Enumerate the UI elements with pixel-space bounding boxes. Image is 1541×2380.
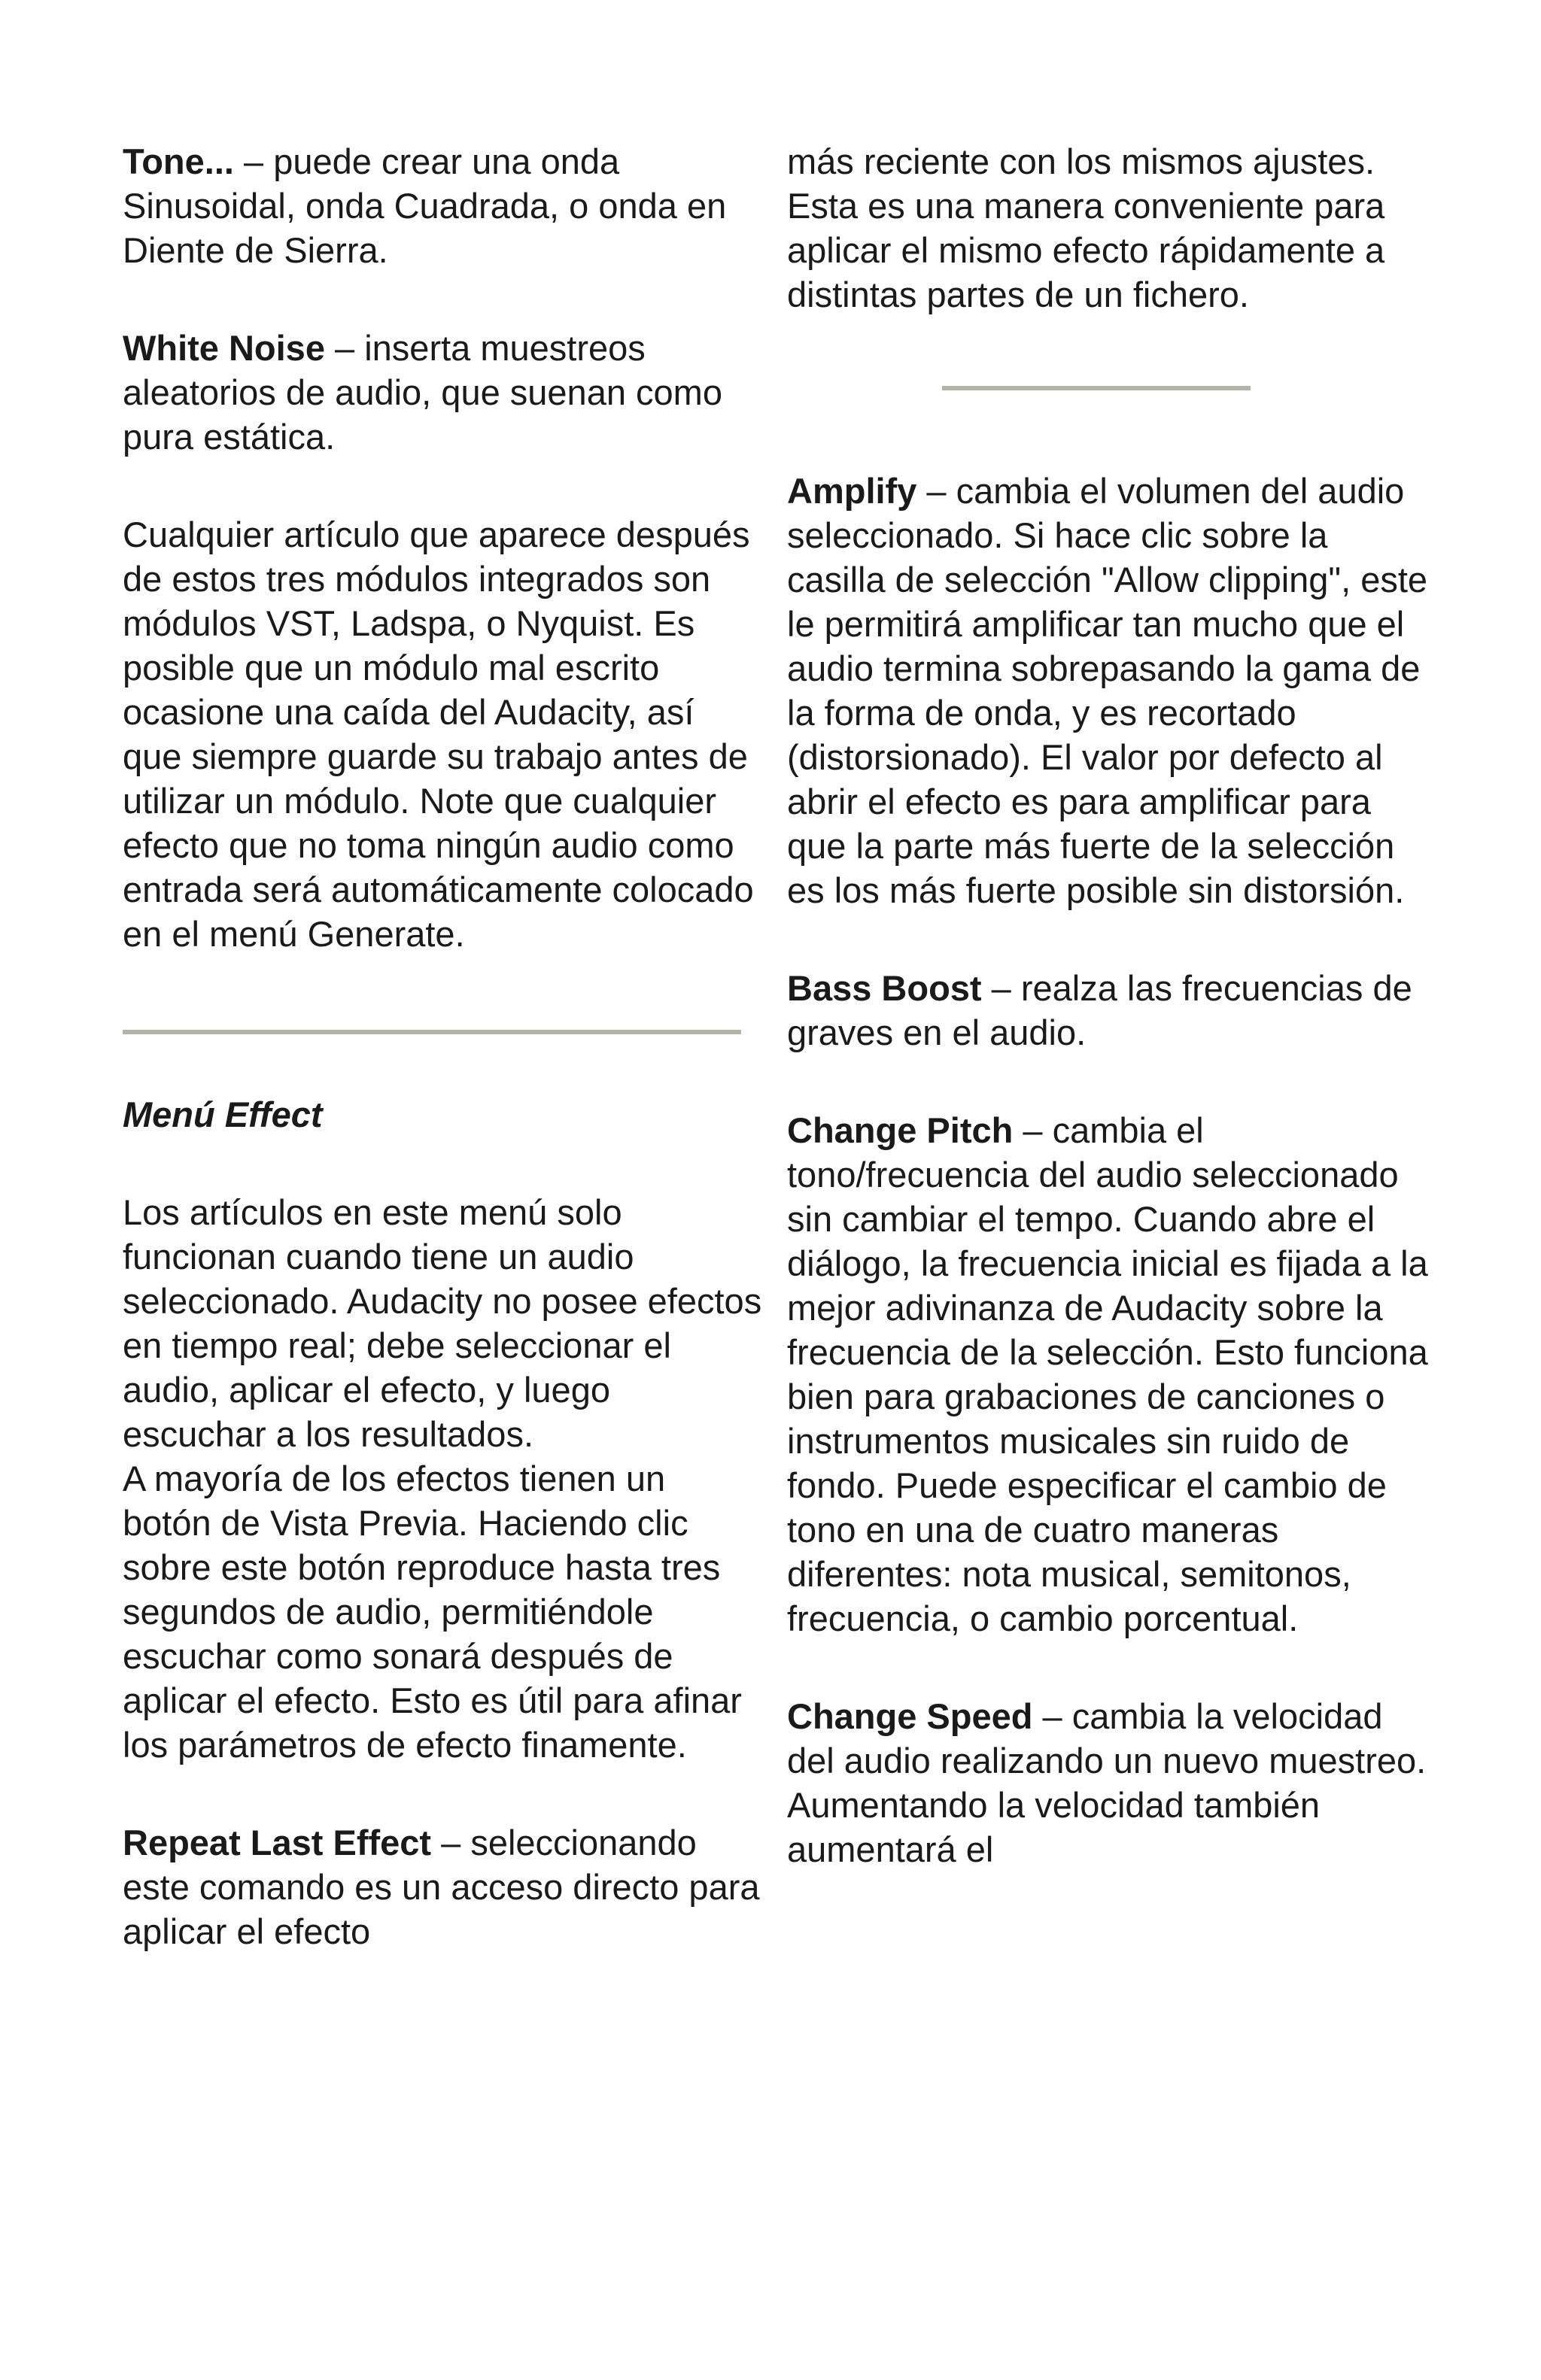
change-pitch-description: – cambia el tono/frecuencia del audio seleccionado sin cambiar el tempo. Cuando abre el diálogo, la frecuencia inicial es fijada a la mejor adivinanza de Audacity sobre la frecuencia de la selección. Esto funciona bien para grabaciones de canciones o instrumentos musicales sin ruido de fondo. Puede especificar el cambio de tono en una de cuatro maneras diferentes: nota musical, semitonos, frecuencia, o cambio porcentual. — [787, 1110, 1428, 1638]
effect-preview-paragraph: A mayoría de los efectos tienen un botón de Vista Previa. Haciendo clic sobre este botón reproduce hasta tres segundos de audio, permitiéndole escuchar como sonará después de aplicar el efecto. Esto es útil para afinar los parámetros de efecto finamente. — [123, 1459, 742, 1765]
effect-intro-paragraph: Los artículos en este menú solo funcionan cuando tiene un audio seleccionado. Audacity no posee efectos en tiempo real; debe seleccionar el audio, aplicar el efecto, y luego escuchar a los resultados. — [123, 1192, 762, 1454]
right-column — [787, 139, 1434, 1872]
effect-menu-heading: Menú Effect — [123, 1094, 323, 1134]
change-speed-term: Change Speed — [787, 1696, 1033, 1736]
section-divider — [942, 386, 1251, 390]
amplify-description: – cambia el volumen del audio seleccionado. Si hace clic sobre la casilla de selección "Allow clipping", este le permitirá amplificar tan mucho que el audio termina sobrepasando la gama de la forma de onda, y es recortado (distorsionado). El valor por defecto al abrir el efecto es para amplificar para que la parte más fuerte de la selección es los más fuerte posible sin distorsión. — [787, 471, 1428, 910]
amplify-term: Amplify — [787, 471, 917, 511]
repeat-last-effect-continued: más reciente con los mismos ajustes. Esta es una manera conveniente para aplicar el mismo efecto rápidamente a distintas partes de un fichero. — [787, 141, 1385, 314]
change-speed-description: – cambia la velocidad del audio realizando un nuevo muestreo. Aumentando la velocidad también aumentará el — [787, 1696, 1427, 1869]
section-divider — [123, 1030, 741, 1034]
amplify-paragraph — [787, 469, 1434, 912]
repeat-last-effect-term: Repeat Last Effect — [123, 1823, 432, 1862]
plugins-note-paragraph: Cualquier artículo que aparece después de estos tres módulos integrados son módulos VST, Ladspa, o Nyquist. Es posible que un módulo mal escrito ocasione una caída del Audacity, así que siempre guarde su trabajo antes de utilizar un módulo. Note que cualquier efecto que no toma ningún audio como entrada será automáticamente colocado en el menú Generate. — [123, 515, 754, 954]
tone-description: – puede crear una onda Sinusoidal, onda Cuadrada, o onda en Diente de Sierra. — [123, 141, 727, 270]
bass-boost-term: Bass Boost — [787, 968, 982, 1008]
tone-paragraph — [123, 139, 762, 272]
tone-term: Tone... — [123, 141, 234, 181]
bass-boost-description: – realza las frecuencias de graves en el audio. — [787, 968, 1412, 1052]
white-noise-term: White Noise — [123, 328, 325, 368]
change-speed-paragraph — [787, 1694, 1434, 1872]
bass-boost-paragraph — [787, 966, 1434, 1055]
white-noise-description: – inserta muestreos aleatorios de audio, que suenan como pura estática. — [123, 328, 722, 457]
repeat-last-effect-paragraph — [123, 1820, 762, 1953]
change-pitch-paragraph — [787, 1108, 1434, 1641]
left-column — [123, 139, 762, 1953]
white-noise-paragraph — [123, 326, 762, 459]
change-pitch-term: Change Pitch — [787, 1110, 1014, 1150]
repeat-last-effect-description: – seleccionando este comando es un acceso directo para aplicar el efecto — [123, 1823, 760, 1951]
